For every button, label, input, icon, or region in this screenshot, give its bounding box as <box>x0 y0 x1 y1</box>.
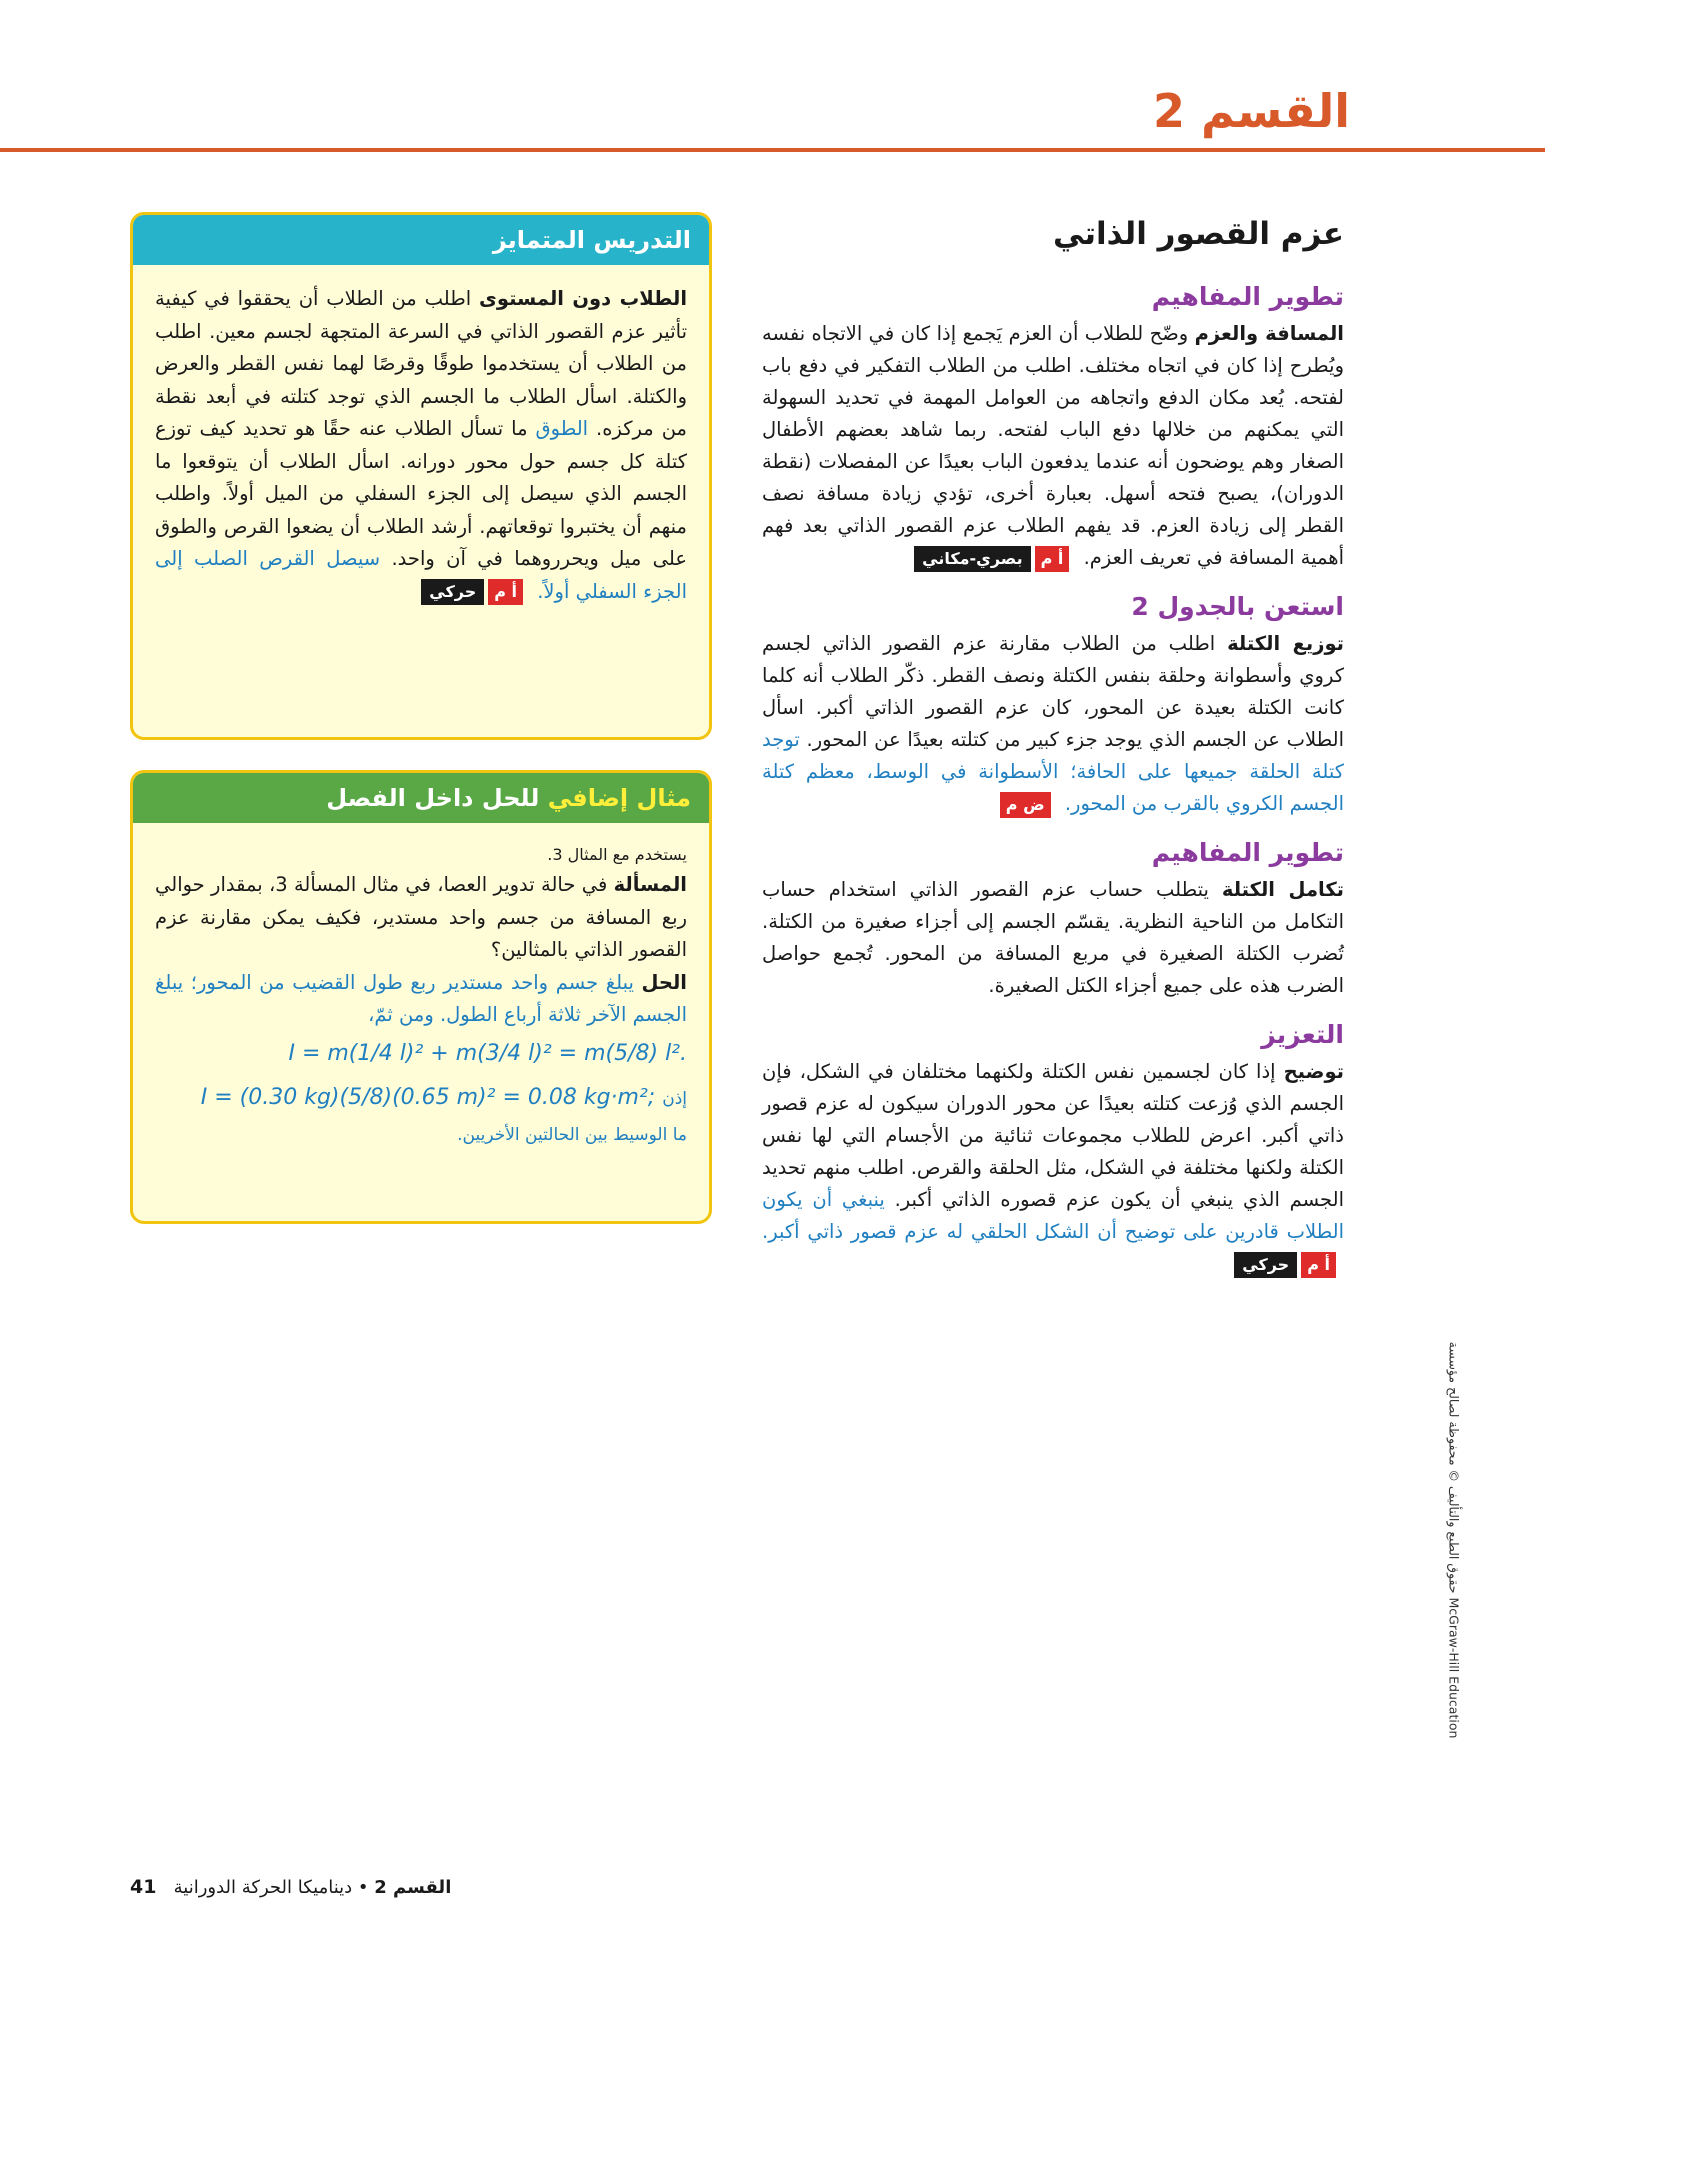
solution <box>155 967 687 1032</box>
paragraph-text: وضّح للطلاب أن العزم يَجمع إذا كان في الاتجاه نفسه ويُطرح إذا كان في اتجاه مختلف. اطلب من الطلاب التفكير في دفع باب لفتحه. يُعد مكان الدفع واتجاهه من العوامل المهمة في تحديد السهولة التي يمكنهم من خلالها دفع الباب لفتحه. ربما شاهد بعضهم الأطفال الصغار وهم يوضحون أنه عندما يدفعون الباب بعيدًا عن المفصلات (نقطة الدوران)، يصبح فتحه أسهل. بعبارة أخرى، تؤدي زيادة مسافة نصف القطر إلى زيادة العزم. قد يفهم الطلاب عزم القصور الذاتي بعد فهم أهمية المسافة في تعريف العزم. <box>762 322 1344 569</box>
paragraph-lead: توزيع الكتلة <box>1227 632 1344 655</box>
section-heading: استعن بالجدول 2 <box>1131 592 1344 621</box>
footer-section: القسم 2 <box>374 1877 452 1898</box>
equation-2-line <box>155 1076 687 1121</box>
differentiated-instruction-box <box>130 212 712 740</box>
learning-style-tag: حركي <box>1234 1252 1297 1278</box>
header-rule <box>0 148 1545 152</box>
box-body <box>133 265 709 618</box>
box-title-rest: للحل داخل الفصل <box>326 784 548 812</box>
answer-text: ينبغي أن يكون الطلاب قادرين على توضيح أن الشكل الحلقي له عزم قصور ذاتي أكبر. <box>762 1188 1344 1243</box>
solution-lead: الحل <box>641 970 687 994</box>
learning-style-tag: حركي <box>421 579 484 605</box>
page-footer <box>130 1876 610 1898</box>
paragraph-text: يتطلب حساب عزم القصور الذاتي استخدام حساب التكامل من الناحية النظرية. يقسّم الجسم إلى أجزاء صغيرة من الكتلة. تُضرب الكتلة الصغيرة في مربع المسافة من المحور. تُجمع حواصل الضرب هذه على جميع أجزاء الكتل الصغيرة. <box>762 878 1344 997</box>
solution-text: يبلغ جسم واحد مستدير ربع طول القضيب من المحور؛ يبلغ الجسم الآخر ثلاثة أرباع الطول. ومن ثمّ، <box>155 970 687 1026</box>
use-note: يستخدم مع المثال 3. <box>547 845 687 864</box>
answer-text: سيصل القرص الصلب إلى الجزء السفلي أولاً. <box>155 547 687 603</box>
level-tag: أ م <box>1301 1252 1336 1278</box>
paragraph-lead: توضيح <box>1283 1060 1344 1083</box>
paragraph <box>762 874 1344 1002</box>
paragraph-lead: تكامل الكتلة <box>1221 878 1344 901</box>
level-tag: ض م <box>1000 792 1051 818</box>
conclusion: ما الوسيط بين الحالتين الأخريين. <box>457 1124 687 1145</box>
level-tag: أ م <box>488 579 523 605</box>
box-title: التدريس المتمايز <box>133 215 709 265</box>
equation-1: I = m(1/4 l)² + m(3/4 l)² = m(5/8) l². <box>288 1040 687 1066</box>
tag-row <box>914 546 1069 572</box>
learning-style-tag: بصري-مكاني <box>914 546 1030 572</box>
paragraph-text: اطلب من الطلاب أن يحققوا في كيفية تأثير عزم القصور الذاتي في السرعة المتجهة لجسم معين. اطلب من الطلاب أن يستخدموا طوقًا وقرصًا لهما نفس القطر والعرض والكتلة. اسأل الطلاب ما الجسم الذي توجد كتلته في أبعد نقطة من مركزه. <box>155 287 687 440</box>
answer-text: الطوق <box>535 417 589 440</box>
paragraph-text: ما تسأل الطلاب عنه حقًا هو تحديد كيف توزع كتلة كل جسم حول محور دورانه. اسأل الطلاب أن يتوقعوا ما الجسم الذي سيصل إلى الجزء السفلي من الميل أولاً. واطلب منهم أن يختبروا توقعاتهم. أرشد الطلاب أن يضعوا القرص والطوق على ميل ويحرروهما في آن واحد. <box>155 417 687 570</box>
paragraph-lead: الطلاب دون المستوى <box>478 287 687 310</box>
paragraph-text: اطلب من الطلاب مقارنة عزم القصور الذاتي لجسم كروي وأسطوانة وحلقة بنفس الكتلة ونصف القطر. ذكّر الطلاب أنه كلما كانت الكتلة بعيدة عن المحور، كان عزم القصور الذاتي أكبر. اسأل الطلاب عن الجسم الذي يوجد جزء كبير من كتلته بعيدًا عن المحور. <box>762 632 1344 751</box>
paragraph <box>762 628 1344 820</box>
page-number: 41 <box>130 1876 157 1898</box>
copyright-text: حقوق الطبع والتأليف © محفوظة لصالح مؤسسة McGraw-Hill Education <box>1446 1341 1462 1739</box>
section-header: القسم 2 <box>1152 84 1350 138</box>
section-heading: تطوير المفاهيم <box>1151 282 1344 311</box>
paragraph <box>762 318 1344 574</box>
additional-example-box <box>130 770 712 1224</box>
equation-2-prefix: إذن <box>662 1088 687 1109</box>
paragraph-text: إذا كان لجسمين نفس الكتلة ولكنهما مختلفان في الشكل، فإن الجسم الذي وُزعت كتلته بعيدًا عن محور الدوران سيكون له عزم قصور ذاتي أكبر. اعرض للطلاب مجموعات ثنائية من الأجسام التي لها نفس الكتلة ولكنها مختلفة في الشكل، مثل الحلقة والقرص. اطلب منهم تحديد الجسم الذي ينبغي أن يكون عزم قصوره الذاتي أكبر. <box>762 1060 1344 1211</box>
copyright-credit <box>1443 1270 1465 1810</box>
box-title <box>133 773 709 823</box>
paragraph-lead: المسافة والعزم <box>1194 322 1344 345</box>
section-heading: تطوير المفاهيم <box>1151 838 1344 867</box>
page-title: عزم القصور الذاتي <box>1053 216 1344 252</box>
main-column <box>762 212 1344 1280</box>
level-tag: أ م <box>1035 546 1070 572</box>
paragraph <box>762 1056 1344 1280</box>
box-title-highlight: مثال إضافي <box>547 784 691 812</box>
section-heading: التعزيز <box>1261 1020 1344 1049</box>
problem <box>155 869 687 967</box>
footer-title: • ديناميكا الحركة الدورانية <box>173 1877 375 1898</box>
answer-text: توجد كتلة الحلقة جميعها على الحافة؛ الأسطوانة في الوسط، معظم كتلة الجسم الكروي بالقرب من المحور. <box>762 728 1344 815</box>
box-body <box>133 823 709 1159</box>
tag-row <box>1234 1252 1336 1278</box>
problem-text: في حالة تدوير العصا، في مثال المسألة 3، بمقدار حوالي ربع المسافة من جسم واحد مستدير، فكيف يمكن مقارنة عزم القصور الذاتي بالمثالين؟ <box>155 873 687 961</box>
tag-row <box>421 579 523 605</box>
tag-row <box>1000 792 1051 818</box>
equation-2: I = (0.30 kg)(5/8)(0.65 m)² = 0.08 kg·m²; <box>200 1084 656 1110</box>
problem-lead: المسألة <box>613 873 687 896</box>
